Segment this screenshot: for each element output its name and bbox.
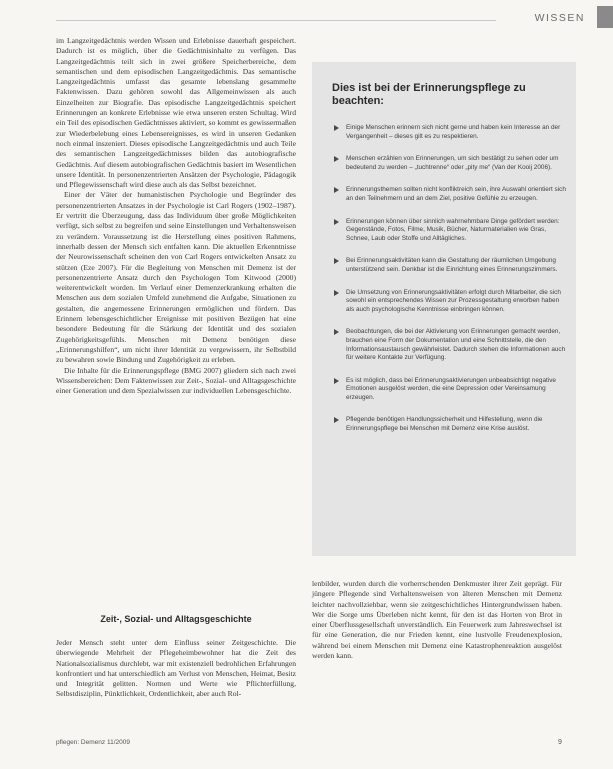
list-item-text: Einige Menschen erinnern sich nicht gerne und haben kein Interesse an der Vergangenheit – dieses gilt es zu respektieren. bbox=[346, 124, 561, 140]
info-box-list bbox=[334, 124, 566, 448]
info-box-title: Dies ist bei der Erinnerungspflege zu beachten: bbox=[332, 82, 526, 107]
list-item-text: Erinnerungen können über sinnlich wahrnehmbare Dinge gefördert werden: Gegenstände, Fotos, Filme, Musik, Bücher, Naturmaterialien wie Gras, Schnee, Laub oder Stoffe und Alltägliches. bbox=[346, 217, 560, 242]
arrow-bullet-icon bbox=[334, 187, 339, 193]
header-rule bbox=[56, 20, 496, 21]
list-item bbox=[334, 416, 566, 433]
list-item-text: Pflegende benötigen Handlungssicherheit und Hilfestellung, wenn die Erinnerungspflege bei Menschen mit Demenz eine Krise auslöst. bbox=[346, 416, 543, 433]
subsection-text bbox=[56, 638, 296, 700]
list-item bbox=[334, 377, 566, 403]
list-item bbox=[334, 257, 566, 274]
list-item bbox=[334, 289, 566, 315]
footer-publication: pflegen: Demenz 11/2009 bbox=[56, 739, 130, 746]
list-item-text: Die Umsetzung von Erinnerungsaktivitäten erfolgt durch Mitarbeiter, die sich sowohl ein entsprechendes Wissen zur Prozessgestaltung erworben haben als auch psychologische Kenntnisse einbringen können. bbox=[346, 288, 561, 313]
section-label: WISSEN bbox=[534, 12, 585, 24]
section-tab-marker bbox=[597, 6, 613, 28]
arrow-bullet-icon bbox=[334, 290, 339, 296]
arrow-bullet-icon bbox=[334, 258, 339, 264]
list-item bbox=[334, 218, 566, 244]
paragraph: im Langzeitgedächtnis werden Wissen und Erlebnisse dauerhaft gespeichert. Dadurch ist es möglich, über die Gedächtnisinhalte zu verfügen. Das Langzeitgedächtnis teilt sich in zwei größere Speicherbereiche, dem semantischen und dem episodischen Langzeitgedächtnis. Das semantische Langzeitgedächtnis umfasst das gesamte lebenslang gesammelte Faktenwissen. Dazu gehören sowohl das Allgemeinwissen als auch Einzelheiten zur Biografie. Das episodische Langzeitgedächtnis speichert Erinnerungen an konkrete Erlebnisse wie etwa unseren ersten Schultag. Wird ein Teil des episodischen Gedächtnisses aktiviert, so kommt es gewissermaßen zur Wiederbelebung eines Lebensereignisses, es wird in unseren Gedanken noch einmal inszeniert. Dieses episodische Langzeitgedächtnis und auch Teile des semantischen Langzeitgedächtnisses bilden das autobiografische Gedächtnis. Auf diesem autobiografischen Gedächtnis basiert im Wesentlichen unsere Identität. In personenzentrierten Ansätzen der Psychologie, Pädagogik und Pflegewissenschaft wird diese auch als das Selbst bezeichnet. bbox=[56, 36, 296, 190]
list-item-text: Beobachtungen, die bei der Aktivierung von Erinnerungen gemacht werden, brauchen eine Form der Dokumentation und eine Schnittstelle, die den Informationsaustausch gewährleistet. Dadurch stehen die Informationen auch für weitere Kontakte zur Verfügung. bbox=[346, 328, 566, 362]
arrow-bullet-icon bbox=[334, 125, 339, 131]
arrow-bullet-icon bbox=[334, 329, 339, 335]
arrow-bullet-icon bbox=[334, 378, 339, 384]
page-number: 9 bbox=[558, 739, 562, 746]
arrow-bullet-icon bbox=[334, 156, 339, 162]
paragraph: Jeder Mensch steht unter dem Einfluss seiner Zeitgeschichte. Die überwiegende Mehrheit der Pflegeheimbewohner hat die Zeit des Nationalsozialismus durchlebt, war mit existenziell bedrohlichen Erfahrungen konfrontiert und hat unterschiedlich am Verlust von Menschen, Heimat, Besitz und Integrität gelitten. Normen und Werte wie Pflichterfüllung, Selbstdisziplin, Pünktlichkeit, Ordentlichkeit, aber auch Rol- bbox=[56, 638, 296, 699]
list-item-text: Menschen erzählen von Erinnerungen, um sich bestätigt zu sehen oder um bedeutend zu werden – „tuchtrenne“ oder „pity me“ (Van der Kooij 2006). bbox=[346, 155, 559, 171]
list-item-text: Erinnerungsthemen sollten nicht konfliktreich sein, ihre Auswahl orientiert sich an den Teilnehmern und an dem Ziel, positive Gefühle zu erzeugen. bbox=[346, 186, 566, 202]
list-item-text: Es ist möglich, dass bei Erinnerungsaktivierungen unbeabsichtigt negative Emotionen ausgelöst werden, die eine Depression oder Vereinsamung erzeugen. bbox=[346, 376, 556, 401]
continuation-text bbox=[312, 579, 562, 661]
paragraph: Einer der Väter der humanistischen Psychologie und Begründer des personenzentrierten Ansatzes in der Psychologie ist Carl Rogers (1902–1987). Er vertritt die Überzeugung, dass das Individuum über große Möglichkeiten verfügt, sich selbst zu begreifen und seine Einstellungen und Verhaltensweisen zu verändern. Voraussetzung ist die Herstellung eines positiven Rahmens, innerhalb dessen der Mensch sich entfalten kann. Die aktuellen Erkenntnisse der Neurowissenschaft scheinen den von Carl Rogers entwickelten Ansatz zu stützen (Eze 2007). Für die Begleitung von Menschen mit Demenz ist der personenzentrierte Ansatz durch den Psychologen Tom Kitwood (2000) weiterentwickelt worden. Im Verlauf einer Demenzerkrankung erhalten die Menschen aus dem sozialen Umfeld zunehmend die Aufgabe, Situationen zu gestalten, die angemessene Erinnerungen ermöglichen und fördern. Das Erinnern lebensgeschichtlicher Ereignisse mit positiven Bezügen hat eine besondere Bedeutung für die Stärkung der Identität und des sozialen Zugehörigkeitsgefühls. Menschen mit Demenz benötigen diese „Erinnerungshilfen“, um nicht ihrer Identität zu vergewissern, ihr Selbstbild zu bewahren sowie Bindung und Zugehörigkeit zu erleben. bbox=[56, 190, 296, 365]
subsection-heading: Zeit-, Sozial- und Alltagsgeschichte bbox=[100, 614, 252, 624]
list-item bbox=[334, 186, 566, 203]
main-text-column bbox=[56, 36, 296, 396]
list-item-text: Bei Erinnerungsaktivitäten kann die Gestaltung der räumlichen Umgebung unterstützend sein. Denkbar ist die Einrichtung eines Erinnerungszimmers. bbox=[346, 257, 558, 273]
arrow-bullet-icon bbox=[334, 219, 339, 225]
list-item bbox=[334, 328, 566, 362]
paragraph: Die Inhalte für die Erinnerungspflege (BMG 2007) gliedern sich nach zwei Wissensbereichen: Dem Faktenwissen zur Zeit-, Sozial- und Alltagsgeschichte einer Generation und dem Spezialwissen zur individuellen Lebensgeschichte. bbox=[56, 365, 296, 396]
arrow-bullet-icon bbox=[334, 417, 339, 423]
list-item bbox=[334, 155, 566, 172]
paragraph: lenbilder, wurden durch die vorherrschenden Denkmuster ihrer Zeit geprägt. Für jüngere Pflegende sind Verhaltensweisen von älteren Menschen mit Demenz leichter nachvollziehbar, wenn sie zeitgeschichtliches Hintergrundwissen haben. Wer die Sorge ums Überleben nicht kennt, für den ist das Horten von Brot in einer Überflussgesellschaft unverständlich. Ein Feuerwerk zum Jahreswechsel ist für eine Generation, die nur Frieden kennt, eine lustvolle Freudenexplosion, während bei einem Menschen mit Demenz eine Katastrophenreaktion ausgelöst werden kann. bbox=[312, 579, 562, 661]
list-item bbox=[334, 124, 566, 141]
